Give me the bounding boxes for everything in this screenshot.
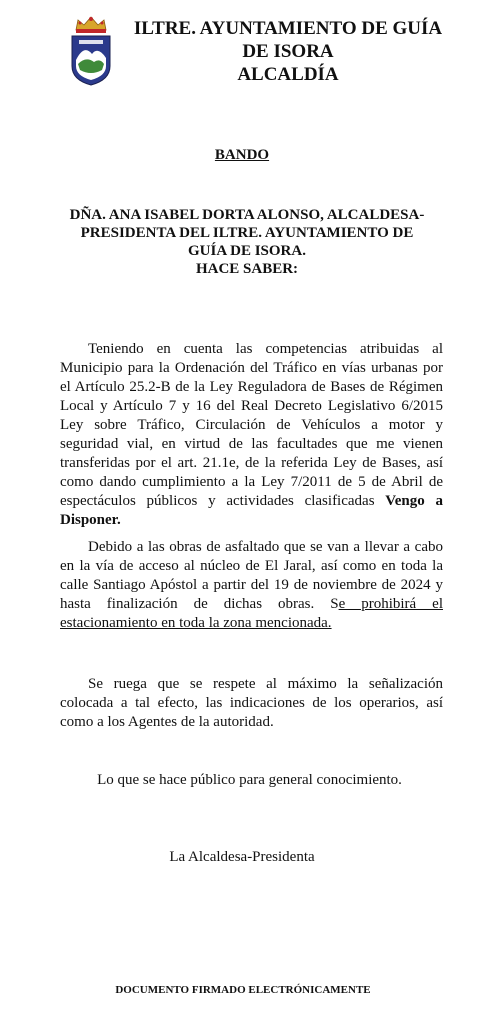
municipal-coat-of-arms-icon: [66, 14, 116, 86]
mayor-line2: PRESIDENTA DEL ILTRE. AYUNTAMIENTO DE: [80, 225, 414, 241]
paragraph-legal-basis-bold: Vengo a Disponer.: [60, 493, 443, 528]
paragraph-parking-prohibition: [60, 538, 443, 633]
signature-line: La Alcaldesa-Presidenta: [169, 849, 315, 865]
paragraph-legal-basis-text: Teniendo en cuenta las competencias atribuidas al Municipio para la Ordenación del Tráfico en vías urbanas por el Artículo 25.2-B de la Ley Reguladora de Bases de Régimen Local y Artículo 7 y 16 del Real Decreto Legislativo 6/2015 Ley sobre Tráfico, Circulación de Vehículos a motor y seguridad vial, en virtud de las facultades que me vienen transferidas por el art. 21.1e, de la referida Ley de Bases, así como dando cumplimiento a la Ley 7/2011 de 5 de Abril de espectáculos públicos y actividades clasificadas: [60, 341, 443, 509]
mayor-line4: HACE SABER:: [195, 261, 299, 277]
paragraph-signage-request: Se ruega que se respete al máximo la señalización colocada a tal efecto, las indicaciones de los operarios, así como a los Agentes de la autoridad.: [60, 676, 443, 730]
footer-electronic-signature: DOCUMENTO FIRMADO ELECTRÓNICAMENTE: [115, 984, 371, 996]
header-title-line1: ILTRE. AYUNTAMIENTO DE GUÍA: [133, 18, 443, 39]
mayor-declaration: [42, 206, 452, 278]
paragraph-public-notice: Lo que se hace público para general conocimiento.: [97, 772, 402, 788]
mayor-line1: DÑA. ANA ISABEL DORTA ALONSO, ALCALDESA-: [69, 207, 425, 223]
mayor-line3: GUÍA DE ISORA.: [188, 243, 306, 259]
header-title-line3: ALCALDÍA: [237, 64, 339, 85]
paragraph-parking-prohibition-text: Debido a las obras de asfaltado que se van a llevar a cabo en la vía de acceso al núcleo de El Jaral, así como en toda la calle Santiago Apóstol a partir del 19 de noviembre de 2024 y hasta finalización de dichas obras. S: [60, 539, 443, 612]
header-title: [118, 17, 458, 86]
paragraph-legal-basis: [60, 340, 443, 530]
bando-heading: BANDO: [214, 147, 270, 163]
paragraph-parking-prohibition-underlined: e prohibirá el estacionamiento en toda la zona mencionada.: [60, 596, 443, 631]
header-title-line2: DE ISORA: [242, 41, 334, 62]
